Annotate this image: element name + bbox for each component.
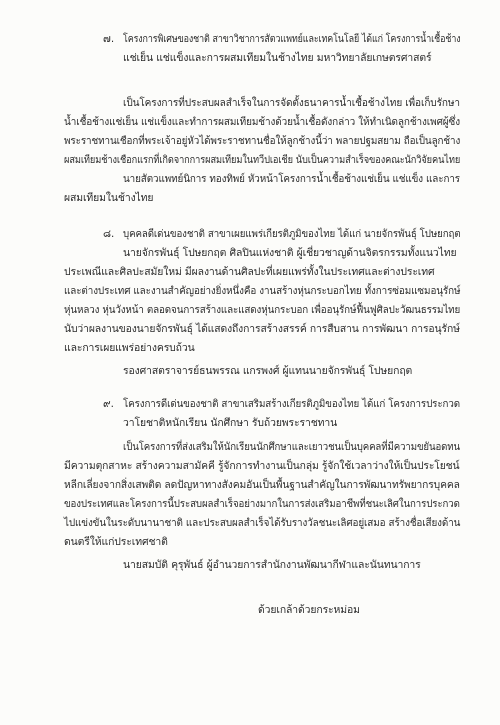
closing-phrase: ด้วยเกล้าด้วยกระหม่อม xyxy=(258,604,360,616)
section-8-line-7: และการเผยแพร่อย่างครบถ้วน xyxy=(64,342,195,354)
section-8-line-3: ประเพณีและศิลปะสมัยใหม่ มีผลงานด้านศิลปะที่เผยแพร่ทั้งในประเทศและต่างประเทศ xyxy=(64,266,435,278)
section-9-line-9: นายสมบัติ คุรุพันธ์ ผู้อำนวยการสำนักงานพัฒนากีฬาและนันทนาการ xyxy=(123,559,421,571)
section-7-line-8: ผสมเทียมในช้างไทย xyxy=(64,192,154,204)
section-9-line-1: โครงการดีเด่นของชาติ สาขาเสริมสร้างเกียรติภูมิของไทย ได้แก่ โครงการประกวด xyxy=(123,398,460,410)
section-number: ๘. xyxy=(103,228,115,240)
section-9-line-8: ดนตรีให้แก่ประเทศชาติ xyxy=(64,536,168,548)
section-7-line-5: พระราชทานเชือกที่พระเจ้าอยู่หัวได้พระราชทานชื่อให้ลูกช้างนี้ว่า พลายปฐมสยาม ถือเป็นลูกช้าง xyxy=(64,135,461,147)
section-9-line-7: ไปแข่งขันในระดับนานาชาติ และประสบผลสำเร็จได้รับรางวัลชนะเลิศอยู่เสมอ สร้างชื่อเสียงด้าน xyxy=(64,517,461,529)
section-8-line-1: บุคคลดีเด่นของชาติ สาขาเผยแพร่เกียรติภูมิของไทย ได้แก่ นายจักรพันธุ์ โปษยกฤต xyxy=(123,228,461,240)
section-8-line-6: นับว่าผลงานของนายจักรพันธุ์ ได้แสดงถึงการสร้างสรรค์ การสืบสาน การพัฒนา การอนุรักษ์ xyxy=(64,323,460,335)
section-7-line-2: แช่เย็น แช่แข็งและการผสมเทียมในช้างไทย มหาวิทยาลัยเกษตรศาสตร์ xyxy=(123,52,432,64)
section-9-line-6: ของประเทศและโครงการนี้ประสบผลสำเร็จอย่างมากในการส่งเสริมอาชีพที่ชนะเลิศในการประกวด xyxy=(64,498,460,510)
section-9-line-4: มีความตุกสาหะ สร้างความสามัคคี รู้จักการทำงานเป็นกลุ่ม รู้จักใช้เวลาว่างให้เป็นประโยชน์ xyxy=(64,460,460,472)
section-number: ๗. xyxy=(103,33,115,45)
section-9-line-5: หลีกเลี่ยงจากสิ่งเสพติด ลดปัญหาทางสังคมอันเป็นพื้นฐานสำคัญในการพัฒนาทรัพยากรบุคคล xyxy=(64,479,460,491)
section-7-line-6: ผสมเทียมช้างเชือกแรกที่เกิดจากการผสมเทียมในทวีปเอเชีย นับเป็นความสำเร็จของคณะนักวิจัยคนไทย xyxy=(64,154,461,166)
section-7-line-4: น้ำเชื้อช้างแช่เย็น แช่แข็งและทำการผสมเทียมช้างด้วยน้ำเชื้อดังกล่าว ให้ทำเนิดลูกช้างเพศผู้ซึ่ง xyxy=(64,116,460,128)
section-8-line-5: หุ่นหลวง หุ่นวังหน้า ตลอดจนการสร้างและแสดงหุ่นกระบอก เพื่ออนุรักษ์ฟื้นฟูศิลปะวัฒนธรรมไทย xyxy=(64,304,461,316)
section-8-line-8: รองศาสตราจารย์ธนพรรณ แกรพงศ์ ผู้แทนนายจักรพันธุ์ โปษยกฤต xyxy=(123,365,413,377)
section-7-line-1: โครงการพิเศษของชาติ สาขาวิชาการสัตวแพทย์และเทคโนโลยี ได้แก่ โครงการน้ำเชื้อช้าง xyxy=(123,33,461,45)
section-number: ๙. xyxy=(103,398,114,410)
section-9-line-2: วาโยชาติหนักเรียน นักศึกษา รับถ้วยพระราชทาน xyxy=(123,417,338,429)
section-9-line-3: เป็นโครงการที่ส่งเสริมให้นักเรียนนักศึกษาและเยาวชนเป็นบุคคลที่มีความขยันอดทน xyxy=(123,441,461,453)
section-7-line-7: นายสัตวแพทย์นิการ ทองทิพย์ หัวหน้าโครงการน้ำเชื้อช้างแช่เย็น แช่แข็ง และการ xyxy=(123,173,460,185)
section-8-line-4: และต่างประเทศ และงานสำคัญอย่างยิ่งหนึ่งคือ งานสร้างหุ่นกระบอกไทย ทั้งการซ่อมแซมอนุรักษ์ xyxy=(64,285,461,297)
section-8-line-2: นายจักรพันธุ์ โปษยกฤต ศิลปินแห่งชาติ ผู้เชี่ยวชาญด้านจิตรกรรมทั้งแนวไทย xyxy=(123,247,457,259)
section-7-line-3: เป็นโครงการที่ประสบผลสำเร็จในการจัดตั้งธนาคารน้ำเชื้อช้างไทย เพื่อเก็บรักษา xyxy=(123,97,460,109)
